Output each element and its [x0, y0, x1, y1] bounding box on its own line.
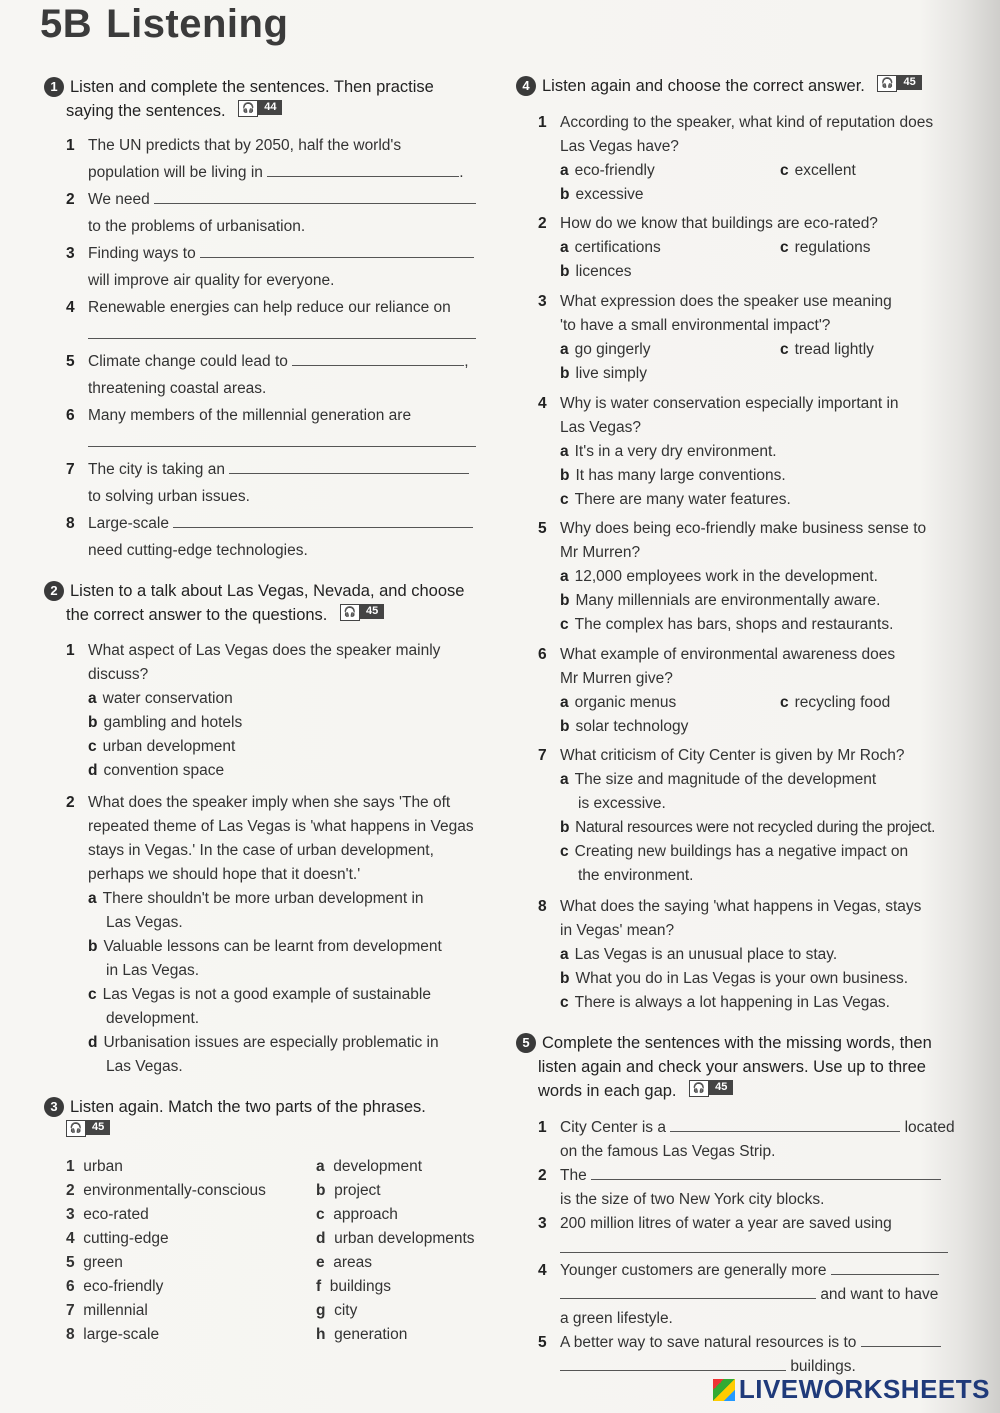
item-number: 3: [66, 245, 75, 262]
option-c[interactable]: c Creating new buildings has a negative impact on the environment.: [560, 840, 958, 888]
item-text: urban developments: [334, 1230, 475, 1247]
question-text: Las Vegas have?: [560, 138, 679, 155]
question-number: 2: [538, 215, 547, 232]
exercise-2-heading: [44, 579, 464, 627]
option-letter: a: [88, 690, 97, 707]
match-right-d[interactable]: [316, 1227, 506, 1251]
option-text: regulations: [794, 239, 871, 256]
ex1-item-8: [66, 512, 486, 563]
option-text: in Las Vegas.: [106, 962, 200, 979]
item-text: project: [334, 1182, 381, 1199]
headphones-icon: 🎧: [689, 1080, 709, 1097]
item-letter: a: [316, 1158, 325, 1175]
option-text: recycling food: [794, 694, 891, 711]
item-number: 2: [66, 191, 75, 208]
option-text: There is always a lot happening in Las Vegas.: [574, 994, 890, 1011]
question-number: 6: [538, 646, 547, 663]
item-text: buildings.: [790, 1358, 856, 1375]
item-number: 8: [66, 1326, 75, 1343]
ex4-question-2: [538, 212, 958, 284]
option-letter: a: [88, 890, 97, 907]
ex4-question-1: [538, 111, 958, 207]
exercise-4-instruction: Listen again and choose the correct answer.: [542, 77, 865, 95]
option-text: is excessive.: [578, 795, 666, 812]
track-number: 45: [86, 1120, 110, 1135]
option-letter: b: [88, 938, 98, 955]
option-a[interactable]: a go gingerly: [560, 341, 651, 358]
question-text: Why does being eco-friendly make business sense to: [560, 520, 927, 537]
ex2-question-1: [66, 639, 506, 783]
question-number: 2: [66, 794, 75, 811]
question-text: Las Vegas?: [560, 419, 642, 436]
exercise-5-heading: [516, 1031, 932, 1103]
option-a[interactable]: a eco-friendly: [560, 162, 655, 179]
item-text: Renewable energies can help reduce our reliance on: [88, 299, 451, 316]
track-number: 45: [709, 1080, 733, 1095]
item-letter: h: [316, 1326, 326, 1343]
option-text: go gingerly: [574, 341, 651, 358]
option-b[interactable]: b It has many large conventions.: [560, 467, 786, 484]
exercise-2-instruction-line-2: the correct answer to the questions.: [66, 606, 328, 624]
item-text: The UN predicts that by 2050, half the world's: [88, 137, 402, 154]
question-text: 'to have a small environmental impact'?: [560, 317, 831, 334]
option-text: The size and magnitude of the development: [574, 771, 877, 788]
match-right-b[interactable]: [316, 1179, 506, 1203]
item-number: 7: [66, 1302, 75, 1319]
item-text: 200 million litres of water a year are saved using: [560, 1215, 892, 1232]
answer-gap-2[interactable]: [154, 189, 476, 204]
question-number: 8: [538, 898, 547, 915]
option-text: tread lightly: [794, 341, 874, 358]
item-text: to the problems of urbanisation.: [88, 218, 306, 235]
answer-gap-7[interactable]: [229, 459, 469, 474]
answer-gap-5a[interactable]: [861, 1332, 941, 1347]
option-text: It's in a very dry environment.: [574, 443, 777, 460]
question-text: stays in Vegas.' In the case of urban development,: [88, 842, 434, 859]
answer-gap-4b[interactable]: [560, 1284, 816, 1299]
exercise-2-instruction-line-1: Listen to a talk about Las Vegas, Nevada, and choose: [70, 582, 465, 600]
option-text: Las Vegas is an unusual place to stay.: [574, 946, 838, 963]
option-text: eco-friendly: [574, 162, 655, 179]
option-c[interactable]: [88, 983, 506, 1031]
answer-gap-4a[interactable]: [831, 1260, 939, 1275]
question-text: What example of environmental awareness does: [560, 646, 896, 663]
item-text: We need: [88, 191, 150, 208]
item-number: 3: [66, 1206, 75, 1223]
option-text: urban development: [102, 738, 236, 755]
ex1-item-6: [66, 404, 486, 428]
match-left-4[interactable]: [66, 1227, 306, 1251]
question-text: What aspect of Las Vegas does the speaker mainly: [88, 642, 441, 659]
option-b[interactable]: b Many millennials are environmentally aware.: [560, 592, 881, 609]
item-text: approach: [333, 1206, 398, 1223]
option-text: licences: [575, 263, 632, 280]
option-text: water conservation: [102, 690, 233, 707]
option-b[interactable]: [88, 935, 506, 983]
ex1-item-4: [66, 296, 486, 320]
question-number: 5: [538, 520, 547, 537]
question-text: Mr Murren?: [560, 544, 641, 561]
option-text: There are many water features.: [574, 491, 791, 508]
option-text: the environment.: [578, 867, 694, 884]
audio-track-45[interactable]: [340, 604, 384, 619]
item-text: Younger customers are generally more: [560, 1262, 827, 1279]
item-number: 3: [538, 1215, 547, 1232]
item-text: Large-scale: [88, 515, 169, 532]
item-text: eco-rated: [83, 1206, 149, 1223]
match-left-7[interactable]: [66, 1299, 306, 1323]
option-b[interactable]: [88, 711, 506, 735]
item-text: The: [560, 1167, 587, 1184]
item-text: will improve air quality for everyone.: [88, 272, 335, 289]
item-number: 6: [66, 1278, 75, 1295]
audio-track-45[interactable]: [689, 1080, 733, 1095]
option-text: organic menus: [574, 694, 677, 711]
item-text: areas: [333, 1254, 373, 1271]
section-number: 5B: [40, 2, 93, 46]
ex5-item-1: [538, 1116, 958, 1164]
liveworksheets-logo-icon: [713, 1379, 735, 1401]
ex1-item-5: 5 Climate change could lead to , threatening coastal areas.: [66, 350, 486, 401]
ex4-question-4: [538, 392, 958, 512]
item-number: 4: [66, 299, 75, 316]
headphones-icon: 🎧: [877, 75, 897, 92]
option-b[interactable]: b licences: [560, 263, 632, 280]
item-text: a green lifestyle.: [560, 1310, 673, 1327]
item-text: on the famous Las Vegas Strip.: [560, 1143, 776, 1160]
item-text: is the size of two New York city blocks.: [560, 1191, 825, 1208]
option-text: solar technology: [575, 718, 689, 735]
answer-gap-8[interactable]: [173, 513, 473, 528]
item-letter: c: [316, 1206, 325, 1223]
question-number: 1: [538, 114, 547, 131]
item-text: located: [904, 1119, 955, 1136]
option-text: certifications: [574, 239, 661, 256]
match-right-a[interactable]: [316, 1155, 506, 1179]
ex5-item-3: [538, 1212, 958, 1236]
item-text: A better way to save natural resources is to: [560, 1334, 857, 1351]
option-text: What you do in Las Vegas is your own business.: [575, 970, 909, 987]
exercise-2-badge: 2: [44, 581, 64, 601]
option-text: convention space: [103, 762, 225, 779]
ex5-item-4: [538, 1259, 958, 1331]
item-text: population will be living in: [88, 164, 263, 181]
item-number: 4: [66, 1230, 75, 1247]
item-number: 1: [66, 137, 75, 154]
option-c[interactable]: c recycling food: [780, 694, 891, 711]
question-text: What does the saying 'what happens in Vegas, stays: [560, 898, 922, 915]
option-b[interactable]: b Natural resources were not recycled during the project.: [560, 819, 936, 836]
item-text: eco-friendly: [83, 1278, 164, 1295]
item-letter: e: [316, 1254, 325, 1271]
item-text: need cutting-edge technologies.: [88, 542, 308, 559]
item-text: development: [333, 1158, 423, 1175]
item-text: large-scale: [83, 1326, 160, 1343]
item-text: Climate change could lead to: [88, 353, 288, 370]
item-text: cutting-edge: [83, 1230, 169, 1247]
option-letter: d: [88, 1034, 98, 1051]
item-text: threatening coastal areas.: [88, 380, 267, 397]
option-a[interactable]: a The size and magnitude of the development is excessive.: [560, 768, 958, 816]
ex5-item-2: [538, 1164, 958, 1212]
ex3-left-column: [66, 1155, 306, 1347]
exercise-1-badge: 1: [44, 77, 64, 97]
option-c[interactable]: c excellent: [780, 162, 856, 179]
option-a[interactable]: a Las Vegas is an unusual place to stay.: [560, 946, 838, 963]
option-text: Valuable lessons can be learnt from development: [103, 938, 442, 955]
question-text: discuss?: [88, 666, 149, 683]
match-right-e[interactable]: [316, 1251, 506, 1275]
answer-gap-6[interactable]: [88, 446, 476, 447]
item-number: 8: [66, 515, 75, 532]
logo-text: LIVEWORKSHEETS: [738, 1374, 990, 1404]
ex5-item-5: [538, 1331, 958, 1379]
item-number: 2: [66, 1182, 75, 1199]
exercise-5-instruction-line-3: words in each gap.: [538, 1082, 677, 1100]
track-number: 44: [258, 100, 282, 115]
liveworksheets-logo: [713, 1374, 990, 1405]
section-title: Listening: [106, 2, 289, 46]
answer-gap-5[interactable]: [292, 351, 464, 366]
option-a[interactable]: [88, 687, 506, 711]
question-text: How do we know that buildings are eco-rated?: [560, 215, 878, 232]
exercise-1-instruction-line-2: saying the sentences.: [66, 102, 226, 120]
match-right-h[interactable]: [316, 1323, 506, 1347]
option-text: Las Vegas is not a good example of sustainable: [102, 986, 431, 1003]
exercise-3-instruction: Listen again. Match the two parts of the phrases.: [70, 1098, 426, 1116]
option-d[interactable]: [88, 759, 506, 783]
answer-gap-2[interactable]: [591, 1165, 941, 1180]
option-letter: c: [88, 986, 97, 1003]
item-number: 4: [538, 1262, 547, 1279]
option-c[interactable]: c regulations: [780, 239, 871, 256]
answer-gap-4[interactable]: [88, 338, 476, 339]
question-text: What expression does the speaker use meaning: [560, 293, 892, 310]
item-text: The city is taking an: [88, 461, 225, 478]
item-number: 5: [538, 1334, 547, 1351]
ex3-right-column: [316, 1155, 506, 1347]
option-text: Las Vegas.: [106, 1058, 183, 1075]
item-number: 5: [66, 1254, 75, 1271]
item-number: 2: [538, 1167, 547, 1184]
option-text: The complex has bars, shops and restaurants.: [574, 616, 894, 633]
item-text: to solving urban issues.: [88, 488, 250, 505]
item-text: Finding ways to: [88, 245, 196, 262]
item-number: 6: [66, 407, 75, 424]
ex4-question-3: [538, 290, 958, 386]
ex4-question-6: [538, 643, 958, 739]
option-a[interactable]: a certifications: [560, 239, 661, 256]
option-text: excellent: [794, 162, 856, 179]
ex2-question-2: [66, 791, 506, 1079]
item-text: City Center is a: [560, 1119, 666, 1136]
track-number: 45: [360, 604, 384, 619]
match-left-6[interactable]: [66, 1275, 306, 1299]
option-text: It has many large conventions.: [575, 467, 786, 484]
option-text: live simply: [575, 365, 647, 382]
audio-track-44[interactable]: [238, 100, 282, 115]
option-text: 12,000 employees work in the development.: [574, 568, 878, 585]
ex4-question-8: [538, 895, 958, 1015]
match-left-8[interactable]: [66, 1323, 306, 1347]
item-letter: b: [316, 1182, 326, 1199]
option-b[interactable]: b excessive: [560, 186, 644, 203]
option-c[interactable]: c tread lightly: [780, 341, 874, 358]
answer-gap-3[interactable]: [560, 1252, 948, 1253]
exercise-3-badge: 3: [44, 1097, 64, 1117]
match-left-5[interactable]: [66, 1251, 306, 1275]
item-text: green: [83, 1254, 123, 1271]
option-text: excessive: [575, 186, 644, 203]
question-text: Why is water conservation especially important in: [560, 395, 899, 412]
option-text: Urbanisation issues are especially problematic in: [103, 1034, 439, 1051]
answer-gap-1[interactable]: [267, 162, 459, 177]
exercise-1-instruction-line-1: Listen and complete the sentences. Then practise: [70, 78, 434, 96]
question-text: Mr Murren give?: [560, 670, 673, 687]
exercise-5-instruction-line-2: listen again and check your answers. Use up to three: [538, 1058, 926, 1076]
question-text: What criticism of City Center is given by Mr Roch?: [560, 747, 905, 764]
item-letter: f: [316, 1278, 322, 1295]
item-text: environmentally-conscious: [83, 1182, 266, 1199]
ex4-question-7: [538, 744, 958, 888]
question-number: 7: [538, 747, 547, 764]
ex4-question-5: [538, 517, 958, 637]
exercise-5-badge: 5: [516, 1033, 536, 1053]
item-number: 7: [66, 461, 75, 478]
option-b[interactable]: b solar technology: [560, 718, 689, 735]
match-right-c[interactable]: [316, 1203, 506, 1227]
audio-track-45[interactable]: [66, 1120, 110, 1135]
question-number: 4: [538, 395, 547, 412]
item-text: urban: [83, 1158, 123, 1175]
match-left-3[interactable]: [66, 1203, 306, 1227]
option-text: Natural resources were not recycled during the project.: [575, 819, 936, 836]
question-number: 1: [66, 642, 75, 659]
item-letter: g: [316, 1302, 326, 1319]
page-title: [40, 2, 288, 47]
item-text: city: [334, 1302, 358, 1319]
exercise-4-badge: 4: [516, 76, 536, 96]
option-text: Many millennials are environmentally aware.: [575, 592, 881, 609]
item-number: 5: [66, 353, 75, 370]
exercise-5-instruction-line-1: Complete the sentences with the missing words, then: [542, 1034, 932, 1052]
ex1-item-3: [66, 242, 486, 293]
ex1-item-7: [66, 458, 486, 509]
question-text: According to the speaker, what kind of reputation does: [560, 114, 934, 131]
item-text: Many members of the millennial generation are: [88, 407, 412, 424]
option-letter: c: [88, 738, 97, 755]
audio-track-45[interactable]: [877, 75, 921, 90]
match-left-2[interactable]: [66, 1179, 306, 1203]
track-number: 45: [897, 75, 921, 90]
option-c[interactable]: [88, 735, 506, 759]
option-b[interactable]: b live simply: [560, 365, 647, 382]
item-letter: d: [316, 1230, 326, 1247]
option-a[interactable]: [88, 887, 506, 935]
item-number: 1: [66, 1158, 75, 1175]
exercise-3-heading: [44, 1095, 426, 1143]
option-a[interactable]: a It's in a very dry environment.: [560, 443, 777, 460]
option-text: Creating new buildings has a negative impact on: [574, 843, 909, 860]
item-text: generation: [334, 1326, 408, 1343]
question-text: What does the speaker imply when she says 'The oft: [88, 794, 451, 811]
option-a[interactable]: a 12,000 employees work in the development.: [560, 568, 878, 585]
item-number: 1: [538, 1119, 547, 1136]
option-text: Las Vegas.: [106, 914, 183, 931]
option-text: gambling and hotels: [103, 714, 243, 731]
option-c[interactable]: c The complex has bars, shops and restaurants.: [560, 616, 894, 633]
option-b[interactable]: b What you do in Las Vegas is your own business.: [560, 970, 909, 987]
ex1-item-1: 1 The UN predicts that by 2050, half the world's population will be living in .: [66, 134, 486, 185]
question-text: perhaps we should hope that it doesn't.': [88, 866, 361, 883]
option-text: development.: [106, 1010, 200, 1027]
exercise-4-heading: [516, 74, 922, 98]
option-c[interactable]: c There is always a lot happening in Las Vegas.: [560, 994, 890, 1011]
option-d[interactable]: [88, 1031, 506, 1079]
item-text: millennial: [83, 1302, 148, 1319]
match-right-f[interactable]: [316, 1275, 506, 1299]
ex1-item-2: [66, 188, 486, 239]
item-text: and want to have: [820, 1286, 939, 1303]
headphones-icon: 🎧: [238, 100, 258, 117]
option-letter: b: [88, 714, 98, 731]
answer-gap-3[interactable]: [200, 243, 474, 258]
match-right-g[interactable]: [316, 1299, 506, 1323]
question-number: 3: [538, 293, 547, 310]
question-text: repeated theme of Las Vegas is 'what happens in Vegas: [88, 818, 474, 835]
question-text: in Vegas' mean?: [560, 922, 675, 939]
option-letter: d: [88, 762, 98, 779]
headphones-icon: 🎧: [66, 1120, 86, 1137]
item-text: buildings: [329, 1278, 391, 1295]
exercise-1-heading: [44, 75, 434, 123]
answer-gap-5b[interactable]: [560, 1356, 786, 1371]
headphones-icon: 🎧: [340, 604, 360, 621]
option-a[interactable]: a organic menus: [560, 694, 677, 711]
option-text: There shouldn't be more urban development in: [102, 890, 424, 907]
match-left-1[interactable]: [66, 1155, 306, 1179]
option-c[interactable]: c There are many water features.: [560, 491, 791, 508]
answer-gap-1[interactable]: [670, 1117, 900, 1132]
